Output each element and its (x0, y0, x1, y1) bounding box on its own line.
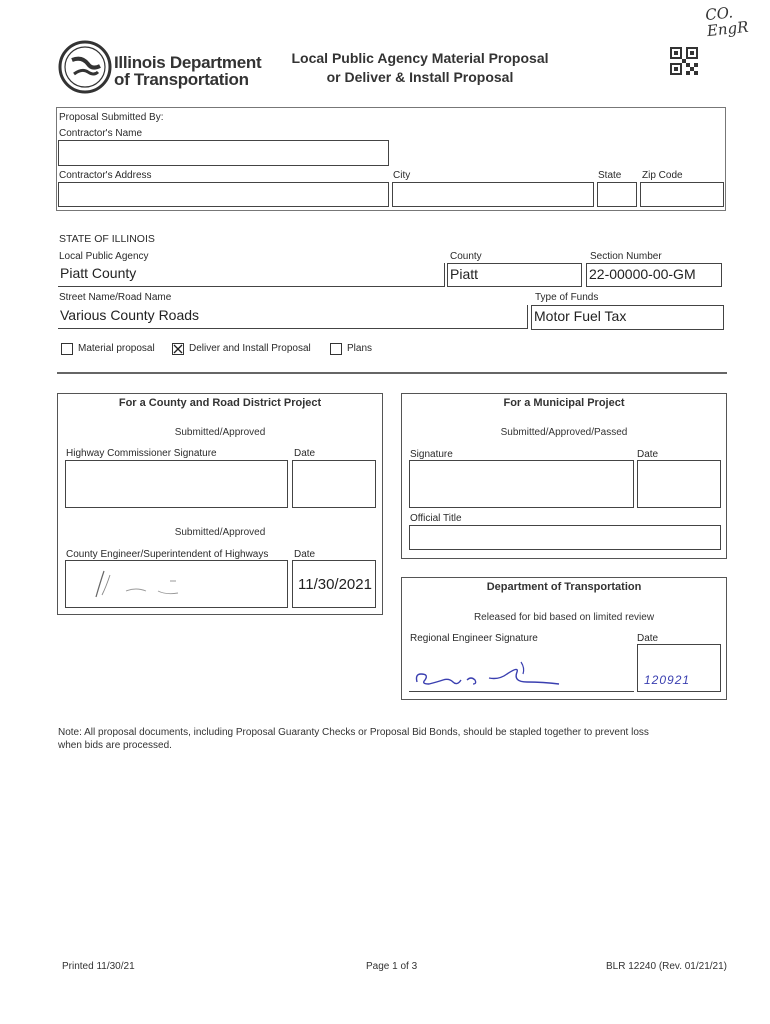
deliver-install-checkbox[interactable] (172, 343, 184, 355)
municipal-signature-label: Signature (410, 449, 453, 460)
dot-date-label: Date (637, 633, 659, 644)
lpa-field[interactable] (58, 263, 445, 287)
street-name-field[interactable] (58, 305, 528, 329)
dot-panel (401, 577, 727, 700)
contractor-address-label: Contractor's Address (59, 170, 152, 181)
plans-label: Plans (347, 343, 373, 354)
municipal-panel-title: For a Municipal Project (503, 397, 625, 409)
deliver-install-label: Deliver and Install Proposal (189, 343, 311, 354)
zip-field[interactable] (640, 182, 724, 207)
handwritten-note: CO. EngR (704, 3, 750, 41)
form-title-line1: Local Public Agency Material Proposal (291, 50, 549, 66)
county-engineer-date-field[interactable] (292, 560, 376, 608)
dept-name-line2: of Transportation (114, 70, 249, 89)
county-project-panel (57, 393, 383, 615)
contractor-name-label: Contractor's Name (59, 128, 143, 139)
official-title-field[interactable] (409, 525, 721, 550)
hwy-date-field[interactable] (292, 460, 376, 508)
section-number-value: 22-00000-00-GM (589, 266, 696, 282)
zip-label: Zip Code (642, 170, 683, 181)
municipal-submitted-label: Submitted/Approved/Passed (500, 427, 628, 438)
county-field[interactable] (447, 263, 582, 287)
county-engineer-date-label: Date (294, 549, 316, 560)
material-proposal-label: Material proposal (78, 343, 155, 354)
dot-released-label: Released for bid based on limited review (473, 612, 655, 623)
state-of-illinois-heading: STATE OF ILLINOIS (59, 233, 155, 245)
regional-engineer-signature (409, 644, 634, 692)
municipal-signature-field[interactable] (409, 460, 634, 508)
dot-date-field[interactable] (637, 644, 721, 692)
dot-date-value: 120921 (644, 673, 691, 687)
section-divider (57, 372, 727, 374)
contractor-address-field[interactable] (58, 182, 389, 207)
proposal-submitted-label: Proposal Submitted By: (59, 112, 164, 123)
county-label: County (450, 251, 482, 262)
plans-checkbox[interactable] (330, 343, 342, 355)
type-of-funds-label: Type of Funds (535, 292, 599, 303)
street-name-value: Various County Roads (60, 307, 200, 323)
street-name-label: Street Name/Road Name (59, 292, 172, 303)
county-engineer-sig-field[interactable] (65, 560, 288, 608)
qr-code (670, 47, 698, 75)
municipal-date-label: Date (637, 449, 659, 460)
material-proposal-checkbox[interactable] (61, 343, 73, 355)
footer-page-number: Page 1 of 3 (366, 961, 418, 972)
official-title-label: Official Title (410, 513, 462, 524)
county-engineer-signature (66, 561, 289, 609)
county-engineer-label: County Engineer/Superintendent of Highways (66, 549, 269, 560)
idot-logo (58, 40, 112, 94)
city-label: City (393, 170, 411, 181)
note-line2: when bids are processed. (58, 740, 172, 751)
form-title-line2: or Deliver & Install Proposal (326, 69, 514, 85)
footer-printed-date: Printed 11/30/21 (62, 961, 135, 972)
municipal-date-field[interactable] (637, 460, 721, 508)
state-label: State (598, 170, 622, 181)
section-number-field[interactable] (586, 263, 722, 287)
contractor-name-field[interactable] (58, 140, 389, 166)
county-value: Piatt (450, 266, 479, 282)
type-of-funds-field[interactable] (531, 305, 724, 330)
type-of-funds-value: Motor Fuel Tax (534, 308, 627, 324)
hwy-date-label: Date (294, 448, 316, 459)
lpa-value: Piatt County (60, 265, 137, 281)
county-submitted-label-2: Submitted/Approved (174, 527, 266, 538)
county-submitted-label: Submitted/Approved (174, 427, 266, 438)
regional-engineer-sig-label: Regional Engineer Signature (410, 633, 538, 644)
city-field[interactable] (392, 182, 594, 207)
regional-engineer-sig-field[interactable] (409, 644, 634, 692)
dot-panel-title: Department of Transportation (486, 581, 642, 593)
section-number-label: Section Number (590, 251, 662, 262)
note-line1: Note: All proposal documents, including Proposal Guaranty Checks or Proposal Bid Bonds, should be stapled together to prevent loss (58, 727, 649, 738)
lpa-label: Local Public Agency (59, 251, 149, 262)
hwy-commissioner-sig-field[interactable] (65, 460, 288, 508)
footer-form-number: BLR 12240 (Rev. 01/21/21) (606, 961, 728, 972)
county-panel-title: For a County and Road District Project (118, 397, 322, 409)
municipal-project-panel (401, 393, 727, 559)
dept-name-line1: Illinois Department (114, 53, 262, 72)
hwy-commissioner-sig-label: Highway Commissioner Signature (66, 448, 217, 459)
county-engineer-date-value: 11/30/2021 (298, 576, 372, 593)
state-field[interactable] (597, 182, 637, 207)
